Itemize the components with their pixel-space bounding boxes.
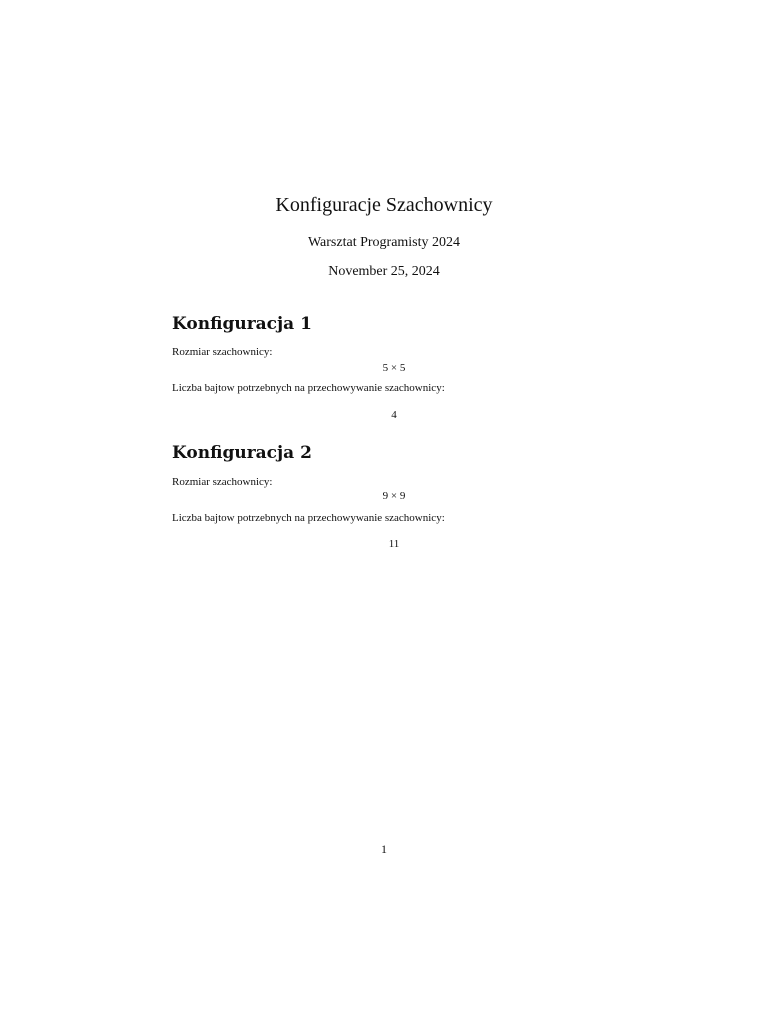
section-heading: Konfiguracja 1	[172, 314, 312, 334]
document-title: Konfiguracje Szachownicy	[275, 194, 493, 216]
board-size-label: Rozmiar szachownicy:	[172, 346, 273, 358]
board-size-value: 9 × 9	[382, 490, 406, 502]
page-number: 1	[381, 842, 387, 856]
bytes-needed-label: Liczba bajtow potrzebnych na przechowywanie szachownicy:	[172, 512, 445, 524]
section-heading: Konfiguracja 2	[172, 443, 312, 463]
bytes-needed-value: 11	[388, 538, 400, 550]
document-date: November 25, 2024	[328, 264, 440, 279]
bytes-needed-label: Liczba bajtow potrzebnych na przechowywanie szachownicy:	[172, 382, 445, 394]
board-size-label: Rozmiar szachownicy:	[172, 476, 273, 488]
bytes-needed-value: 4	[391, 409, 397, 421]
document-author: Warsztat Programisty 2024	[307, 235, 461, 250]
board-size-value: 5 × 5	[382, 362, 406, 374]
